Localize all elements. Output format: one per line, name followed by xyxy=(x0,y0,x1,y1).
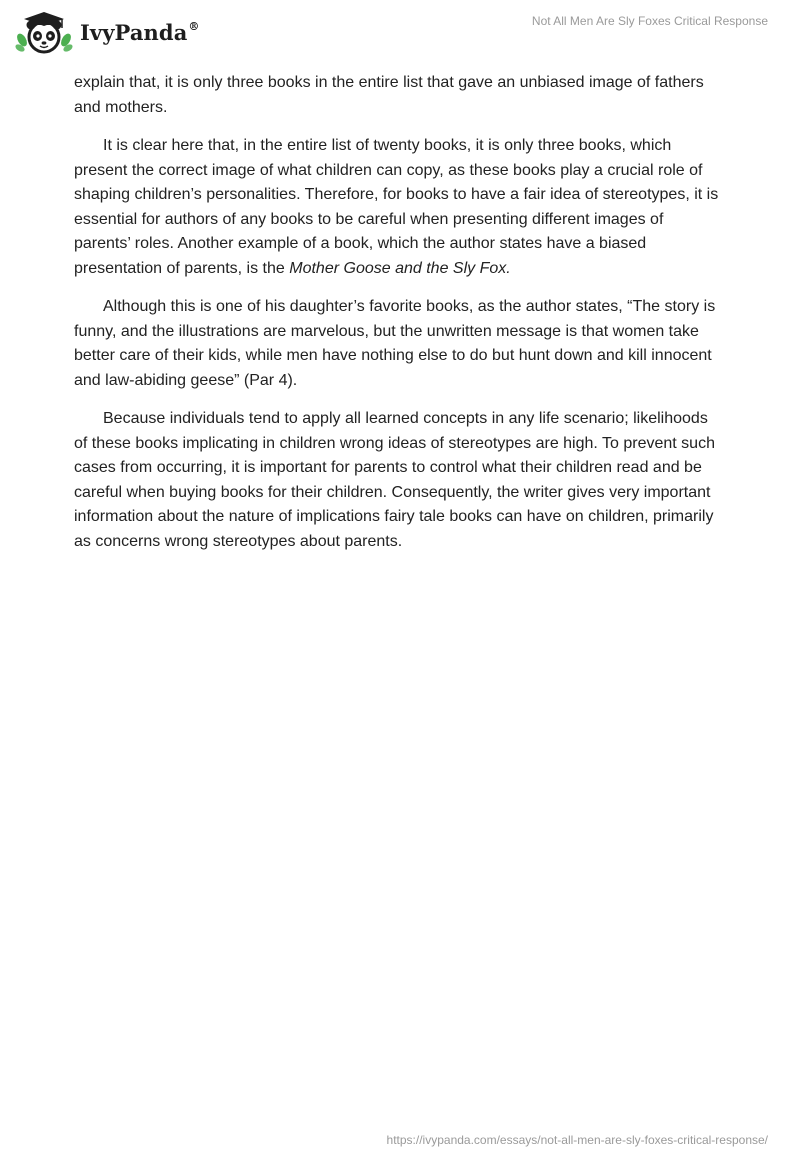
source-url[interactable]: https://ivypanda.com/essays/not-all-men-are-sly-foxes-critical-response/ xyxy=(386,1133,768,1147)
paragraph-4: Because individuals tend to apply all learned concepts in any life scenario; likelihoods of these books implicating in children wrong ideas of stereotypes are high. To prevent such cases from occurring, it is important for parents to control what their children read and be careful when buying books for their children. Consequently, the writer gives very important information about the nature of implications fairy tale books can have on children, primarily as concerns wrong stereotypes about parents. xyxy=(74,410,715,550)
paragraph-2 xyxy=(74,134,724,281)
page-header xyxy=(0,0,800,70)
paragraph-3: Although this is one of his daughter’s favorite books, as the author states, “The story is funny, and the illustrations are marvelous, but the unwritten message is that women take better care of their kids, while men have nothing else to do but hunt down and kill innocent and law-abiding geese” (Par 4). xyxy=(74,298,716,389)
logo-wordmark: IvyPanda® xyxy=(80,19,200,45)
ivypanda-logo[interactable] xyxy=(14,8,200,56)
panda-graduate-icon xyxy=(14,10,74,54)
book-title: Mother Goose and the Sly Fox. xyxy=(289,259,511,277)
paragraph-1: explain that, it is only three books in the entire list that gave an unbiased image of fathers and mothers. xyxy=(74,74,704,116)
paragraph-2-text: It is clear here that, in the entire list of twenty books, it is only three books, which present the correct image of what children can copy, as these books play a crucial role of shaping children’s personalities. Therefore, for books to have a fair idea of stereotypes, it is essential for authors of any books to be careful when presenting different images of parents’ roles. Another example of a book, which the author states have a biased presentation of parents, is the xyxy=(74,137,719,277)
essay-body xyxy=(74,71,724,568)
document-title: Not All Men Are Sly Foxes Critical Response xyxy=(531,14,768,28)
